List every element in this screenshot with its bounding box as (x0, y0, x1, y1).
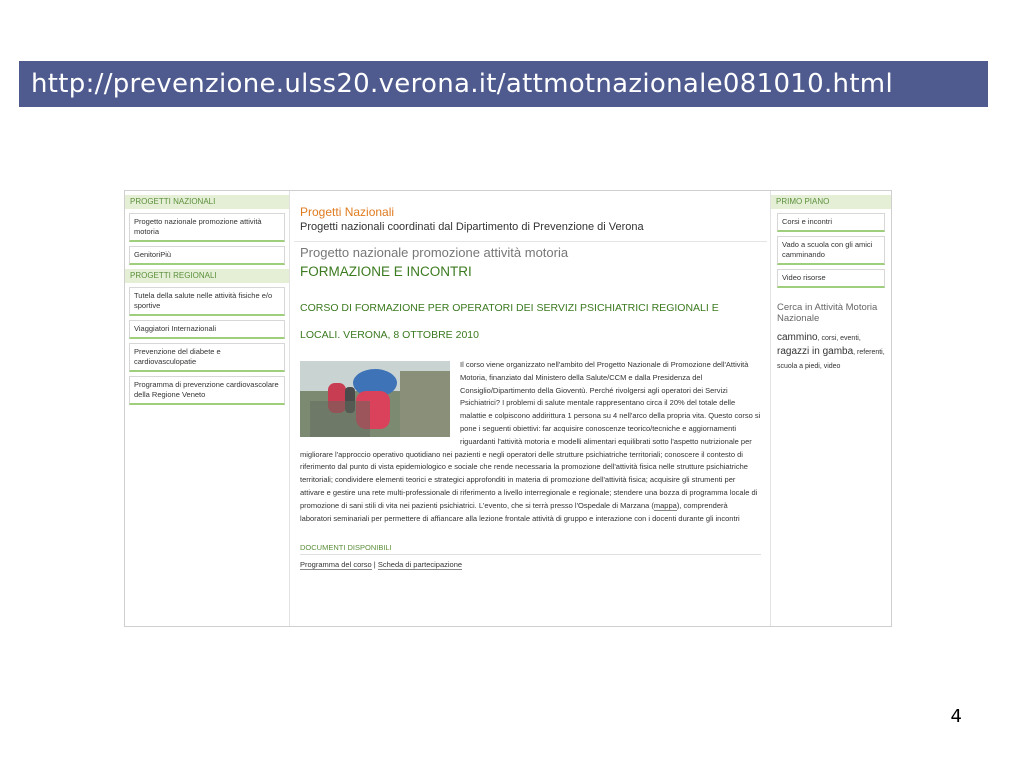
tag-separator: , (817, 335, 822, 342)
page-number: 4 (950, 706, 962, 727)
main-content (290, 191, 771, 626)
tag-link[interactable]: cammino (777, 332, 818, 343)
documents-links (300, 560, 761, 569)
tag-link[interactable]: ragazzi in gamba (777, 346, 854, 357)
tag-separator: , (858, 335, 861, 342)
article-text-end: ), comprenderà laboratori seminariali per permettere di affiancare alla lezione frontale attività di gruppo e interazione con i docenti durante gli incontri (300, 500, 740, 523)
site-brand-subtitle: Progetti nazionali coordinati dal Dipartimento di Prevenzione di Verona (300, 221, 644, 233)
registration-form-link[interactable]: Scheda di partecipazione (377, 560, 463, 570)
tag-separator: , (819, 363, 824, 370)
tag-cloud (777, 330, 885, 372)
featured-item-courses[interactable]: Corsi e incontri (777, 213, 885, 232)
section-heading-national: PROGETTI NAZIONALI (125, 195, 289, 209)
nav-item-cardiovascular-program[interactable]: Programma di prevenzione cardiovascolare della Regione Veneto (129, 376, 285, 405)
tag-separator: , (853, 349, 858, 356)
nav-item-international-travelers[interactable]: Viaggiatori Internazionali (129, 320, 285, 339)
site-brand: Progetti Nazionali (300, 205, 395, 219)
section-heading-featured: PRIMO PIANO (771, 195, 891, 209)
featured-item-video-resources[interactable]: Video risorse (777, 269, 885, 288)
photo-illustration (300, 361, 450, 437)
people-with-umbrella-photo (300, 361, 450, 437)
divider (294, 241, 767, 242)
tag-link[interactable]: corsi (821, 335, 837, 342)
tag-cloud-title: Cerca in Attività Motoria Nazionale (777, 302, 878, 324)
tag-link[interactable]: eventi (840, 335, 859, 342)
map-link[interactable]: mappa (653, 500, 677, 510)
nav-item-health-protection-sport[interactable]: Tutela della salute nelle attività fisiche e/o sportive (129, 287, 285, 316)
course-program-link[interactable]: Programma del corso (300, 560, 372, 570)
course-title: CORSO DI FORMAZIONE PER OPERATORI DEI SERVIZI PSICHIATRICI REGIONALI E LOCALI. VERONA, 8 OTTOBRE 2010 (300, 302, 719, 341)
article-text: Il corso viene organizzato nell'ambito del Progetto Nazionale di Promozione dell'Attività Motoria, finanziato dal Ministero della Salute/CCM e dalla Presidenza del Consiglio/Dipartimento della Gioventù. Perché rivolgersi agli operatori dei Servizi Psichiatrici? I problemi di salute mentale rappresentano circa il 20% del totale delle malattie e colpiscono addirittura 1 persona su 4 nell'arco della propria vita. Questo corso si pone i seguenti obiettivi: far acquisire conoscenze teorico/tecniche e aggiornamenti riguardanti l'attività motoria e modelli alimentari equilibrati sotto l'aspetto nutrizionale per migliorare l'approccio operativo quotidiano nei pazienti e negli operatori delle strutture psichiatriche territoriali; conoscere il contesto di riferimento dal punto di vista epidemiologico e sociale che rende necessaria la promozione dell'attività fisica nelle strutture psichiatriche territoriali; condividere elementi teorici e strategici approfonditi in materia di promozione dell'attività fisica; acquisire gli strumenti per attivare e gestire una rete multi-professionale di riferimento a livello interregionale e regionale; stendere una bozza di programma locale di promozione di sani stili di vita nei pazienti psichiatrici. L'evento, che si terrà presso l'Ospedale di Marzana ( (300, 360, 761, 510)
featured-item-walk-to-school[interactable]: Vado a scuola con gli amici camminando (777, 236, 885, 265)
website-screenshot (124, 190, 892, 627)
link-separator: | (373, 560, 376, 570)
tag-separator: , (836, 335, 841, 342)
tag-link[interactable]: referenti (857, 349, 883, 356)
section-heading-regional: PROGETTI REGIONALI (125, 269, 289, 283)
tag-link[interactable]: video (823, 363, 841, 370)
right-sidebar (770, 191, 891, 626)
nav-item-genitoripiu[interactable]: GenitoriPiù (129, 246, 285, 265)
nav-item-national-motor-activity[interactable]: Progetto nazionale promozione attività motoria (129, 213, 285, 242)
left-sidebar (125, 191, 290, 626)
article-body (300, 359, 761, 525)
documents-heading: DOCUMENTI DISPONIBILI (300, 543, 761, 555)
tag-separator: , (882, 349, 885, 356)
section-title: FORMAZIONE E INCONTRI (300, 264, 472, 279)
project-title: Progetto nazionale promozione attività motoria (300, 245, 569, 260)
nav-item-diabetes-prevention[interactable]: Prevenzione del diabete e cardiovasculopatie (129, 343, 285, 372)
slide-title-url: http://prevenzione.ulss20.verona.it/attmotnazionale081010.html (19, 61, 988, 107)
tag-link[interactable]: scuola a piedi (777, 363, 820, 370)
